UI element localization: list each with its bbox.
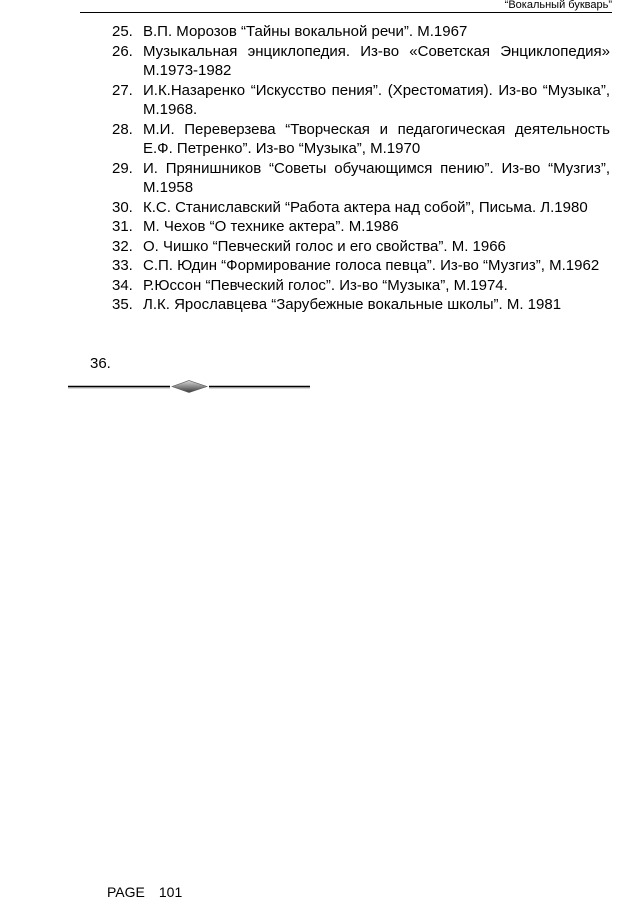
list-item-text: Р.Юссон “Певческий голос”. Из-во “Музыка”, М.1974.: [143, 276, 508, 294]
page-label: PAGE: [107, 884, 145, 900]
list-item-text: М. Чехов “О технике актера”. М.1986: [143, 218, 399, 235]
list-item-number: 30.: [112, 198, 133, 216]
list-item-number: 28.: [112, 120, 133, 138]
list-item: [112, 22, 610, 42]
list-item: [112, 217, 610, 237]
list-item-text: С.П. Юдин “Формирование голоса певца”. Из-во “Музгиз”, М.1962: [143, 257, 600, 274]
trailing-list-number: 36.: [90, 355, 111, 372]
list-item-number: 33.: [112, 257, 133, 274]
list-item: [112, 159, 610, 198]
list-item-number: 35.: [112, 296, 133, 313]
list-item: [112, 276, 610, 296]
list-item: [112, 237, 610, 257]
ornamental-divider: [68, 377, 310, 395]
list-item-text: Музыкальная энциклопедия. Из-во «Советская Энциклопедия» М.1973-1982: [143, 42, 610, 79]
list-item-text: О. Чишко “Певческий голос и его свойства”. М. 1966: [143, 237, 506, 255]
list-item: [112, 295, 610, 315]
list-item-number: 32.: [112, 237, 133, 255]
list-item: [112, 81, 610, 120]
list-item-number: 25.: [112, 23, 133, 40]
header-rule: [80, 12, 612, 13]
list-item-number: 31.: [112, 218, 133, 235]
page-number: 101: [158, 884, 183, 900]
list-item-text: И.К.Назаренко “Искусство пения”. (Хрестоматия). Из-во “Музыка”, М.1968.: [143, 81, 610, 118]
diamond-ornament-icon: [172, 381, 207, 393]
list-item-number: 27.: [112, 81, 133, 99]
list-item-text: В.П. Морозов “Тайны вокальной речи”. М.1967: [143, 23, 468, 40]
list-item-number: 29.: [112, 159, 133, 177]
list-item: [112, 198, 610, 218]
list-item-text: И. Прянишников “Советы обучающимся пению”. Из-во “Музгиз”, М.1958: [143, 159, 610, 196]
list-item: [112, 256, 610, 276]
list-item: [112, 42, 610, 81]
list-item-text: М.И. Переверзева “Творческая и педагогическая деятельность Е.Ф. Петренко”. Из-во “Музыка”, М.1970: [143, 120, 610, 157]
list-item-number: 34.: [112, 276, 133, 294]
reference-list: [112, 22, 610, 315]
page-footer: [107, 883, 182, 901]
list-item: [112, 120, 610, 159]
running-header-title: “Вокальный букварь”: [504, 0, 612, 11]
list-item-text: Л.К. Ярославцева “Зарубежные вокальные школы”. М. 1981: [143, 296, 562, 313]
list-item-number: 26.: [112, 42, 133, 60]
list-item-text: К.С. Станиславский “Работа актера над собой”, Письма. Л.1980: [143, 198, 588, 216]
